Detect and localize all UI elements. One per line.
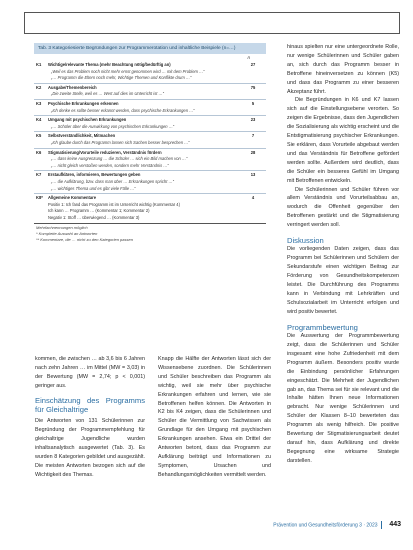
example-row [34, 69, 266, 76]
paragraph: Die Begründungen in K6 und K7 lassen sich auf die Einstellungsebene verorten. So zeigen die Ergebnisse, dass den Jugendlichen die Sozialisierung als wichtig erscheint und die Entstigmatisierung psychischer Erkrankungen. Sie erklären, dass Vorurteile abgebaut werden und das Verständnis für Betroffene gefördert werden sollte. Außerdem wird deutlich, dass die Schüler ein besseres Gefühl im Umgang mit Betroffenen entwickeln. [287, 97, 399, 184]
cell-n [240, 156, 266, 163]
cell-n: 23 [250, 117, 256, 123]
category-row [34, 62, 266, 69]
category-row [34, 85, 266, 92]
example-row [34, 91, 266, 98]
example-row [34, 140, 266, 147]
paragraph: Die vorliegenden Daten zeigen, dass das Programm bei Schülerinnen und Schülern der Sekundarstufe einen wichtigen Beitrag zur Förderung von Gesundheitskompetenzen leistet. Die Durchführung des Programms kann in Verbindung mit Lehrkräften und Schulsozialarbeit im Unterricht erfolgen und wird positiv bewertet. [287, 246, 399, 315]
cell-code: K8* [36, 195, 43, 201]
cell-text: „… dass keine Ausgrenzung … die Schüler … sich ein Bild machen von …“ [51, 156, 188, 162]
cell-code [34, 69, 48, 76]
cell-code: K6 [36, 149, 42, 155]
table-footnote: Mehrfachnennungen möglich [34, 223, 266, 231]
cell-code: K5 [36, 133, 42, 139]
example-row [34, 202, 266, 209]
right-column [287, 43, 399, 466]
page-footer [273, 521, 401, 529]
bottom-middle-column [158, 355, 271, 480]
cell-n [240, 75, 266, 82]
page-header-frame [24, 12, 400, 34]
cell-code: K7 [36, 172, 42, 178]
example-row [34, 156, 266, 163]
footer-divider [381, 521, 382, 529]
cell-code [34, 108, 48, 115]
section-heading-einschaetzung: Einschätzung des Programms für Gleichaltrige [35, 395, 145, 415]
cell-text: „Ich glaube durch das Programm lassen sich Sachen besser besprechen …“ [51, 139, 190, 145]
example-row [34, 108, 266, 115]
example-row [34, 215, 266, 222]
cell-text: Positiv 1: Ich fand das Programm ist im Unterricht wichtig (Kommentar 4) [48, 201, 180, 207]
table-body [34, 62, 266, 221]
cell-code: K3 [36, 100, 42, 106]
category-row [34, 101, 266, 108]
row-separator [34, 193, 266, 194]
cell-text: „Ich denke es sollte besser erkannt werden, dass psychische Erkrankungen …“ [51, 107, 195, 113]
category-row [34, 195, 266, 202]
cell-code [34, 179, 48, 186]
cell-code [34, 208, 48, 215]
cell-n: 7 [251, 133, 255, 139]
section-heading-programmbewertung: Programmbewertung [287, 322, 358, 332]
cell-n: 5 [251, 100, 255, 106]
cell-n: 13 [250, 172, 256, 178]
cell-n: 75 [250, 84, 256, 90]
cell-code [34, 91, 48, 98]
cell-code [34, 186, 48, 193]
cell-n [240, 202, 266, 209]
paragraph: Die Schülerinnen und Schüler führen vor allem Verständnis und Vorurteilsabbau an, wodurch die Offenheit gegenüber den Betroffenen gestärkt und die Stigmatisierung verringert werden soll. [287, 186, 399, 229]
cell-code [34, 140, 48, 147]
cell-text: „… nicht gleich verstoßen werden, sondern mehr Verständnis …“ [51, 162, 169, 168]
cell-n [240, 124, 266, 131]
cell-n [240, 163, 266, 170]
cell-n: 4 [251, 195, 255, 201]
row-separator [34, 115, 266, 116]
paragraph: Die Auswertung der Programmbewertung zeigt, dass die Schülerinnen und Schüler insgesamt eine hohe Zufriedenheit mit dem Programm äußern. Besonders positiv wurde die Einbindung persönlicher Erfahrungen eingeschätzt. Die Mehrheit der Jugendlichen gab an, das Thema sei für sie relevant und die Inhalte hätten Ihnen neue Informationen gebracht. Nur wenige Schülerinnen und Schüler der Klassen 8–10 bewerteten das Programm als wenig hilfreich. Die positive Bewertung der Stigmatisierungsarbeit deutet darauf hin, dass Aufklärung und direkte Begegnung eine wirksame Strategie darstellen. [287, 333, 399, 464]
cell-code [34, 163, 48, 170]
cell-text: Negativ 1: Stoff … überwiegend … (Kommentar 3) [48, 214, 140, 220]
cell-code: K2 [36, 84, 42, 90]
cell-text: Wichtige/relevante Thema (mehr Beachtung nötig/bedürftig an) [48, 62, 171, 67]
cell-n [240, 108, 266, 115]
cell-text: Allgemeine Kommentare [48, 195, 97, 201]
cell-text: „… Programm die Eltern noch mehr, Wichtige Themen und Konflikte drum …“ [51, 75, 192, 81]
example-row [34, 179, 266, 186]
cell-n [240, 208, 266, 215]
category-row [34, 117, 266, 124]
category-row [34, 172, 266, 179]
categories-table [34, 43, 266, 242]
cell-n [240, 215, 266, 222]
cell-text: Ich kann … Programm … (Kommentar 1; Kommentar 2) [48, 208, 150, 214]
example-row [34, 75, 266, 82]
cell-text: Umgang mit psychischen Erkrankungen [48, 117, 127, 123]
table-footnote: ** Kommentare, die … nicht zu den Kategorien passen [36, 236, 133, 242]
example-row [34, 124, 266, 131]
paragraph: kommen, die zwischen … ab 3,6 bis 6 Jahren nach zehn Jahren … im Mittel (MW = 3,03) in der Bewertung (MW = 2,74; p < 0,001) geringer aus. [35, 356, 145, 389]
cell-code: K1 [36, 62, 42, 67]
page-number: 443 [389, 521, 401, 529]
cell-code [34, 124, 48, 131]
row-separator [34, 99, 266, 100]
cell-text: Ausgabe/Themenbereich [48, 84, 97, 90]
paragraph: hinaus spielten nur eine untergeordnete Rolle, nur wenige Schülerinnen und Schüler gaben an, sich durch das Programm besser in Betroffene hineinversetzen zu können (K5) und dass das Programm zu einer besseren Akzeptanz führt. [287, 44, 399, 95]
bottom-left-column [35, 355, 145, 480]
cell-n [240, 186, 266, 193]
cell-text: „Die zweite Stelle, weil es … Wert auf dies im Unterricht ist …“ [51, 91, 164, 97]
cell-code: K4 [36, 117, 42, 123]
cell-text: Stigmatisierung/Vorurteile reduzieren, Verständnis fördern [48, 149, 162, 155]
table-n-header: n [247, 55, 250, 60]
paragraph: Knapp die Hälfte der Antworten lässt sich der Wissensebene zuordnen. Die Schülerinnen und Schüler beschreiben das Programm als wichtig, weil sie mehr über psychische Erkrankungen erfahren und lernen, wie sie Betroffenen helfen können. Die Antworten in K2 bis K4 zeigen, dass die Schülerinnen und Schüler die Vermittlung von Sachwissen als Grundlage für den Umgang mit psychischen Erkrankungen ansehen. Etwa ein Drittel der Antworten betont, dass das Programm zur Aufklärung beiträgt und Informationen zu Symptomen, Ursachen und Behandlungsmöglichkeiten vermittelt werden. [158, 356, 271, 478]
example-row [34, 186, 266, 193]
cell-text: Selbstverständlichkeit, Mitmachen [48, 133, 116, 139]
cell-n: 27 [250, 62, 256, 67]
cell-text: „… wichtiges Thema und es gibt viele Fälle …“ [51, 185, 136, 191]
row-separator [34, 170, 266, 171]
cell-n [240, 179, 266, 186]
cell-code [34, 215, 48, 222]
category-row [34, 150, 266, 157]
cell-n: 28 [250, 149, 256, 155]
cell-text: „Weil es das Problem noch nicht mehr ernst genommen wird … mit dem Problem …“ [51, 68, 205, 74]
table-caption: Tab. 3 Kategoriesierte Begründungen zur Programmerotation und inhaltliche Beispiele (n=…) [34, 43, 266, 54]
cell-code [34, 75, 48, 82]
paragraph: Die Antworten von 131 Schülerinnen zur Begründung der Programmempfehlung für gleichaltrige Jugendliche wurden inhaltsanalytisch ausgewertet (Tab. 3). Es wurden 8 Kategorien gebildet und ausgezählt. Die meisten Antworten bezogen sich auf die Wichtigkeit des Themas. [35, 418, 145, 478]
cell-code [34, 202, 48, 209]
row-separator [34, 148, 266, 149]
example-row [34, 163, 266, 170]
cell-text: „… die Aufklärung, bzw. dass man über … Erkrankungen spricht …“ [51, 178, 174, 184]
cell-n [240, 91, 266, 98]
section-heading-diskussion: Diskussion [287, 236, 324, 246]
row-separator [34, 83, 266, 84]
cell-text: „… Schüler über die Auswirkung von psychischen Erkrankungen …“ [51, 123, 175, 129]
row-separator [34, 131, 266, 132]
category-row [34, 133, 266, 140]
cell-text: Psychische Erkrankungen erkennen [48, 100, 119, 106]
journal-citation: Prävention und Gesundheitsförderung 3 · 2023 [273, 522, 378, 529]
cell-n [240, 140, 266, 147]
cell-n [240, 69, 266, 76]
example-row [34, 208, 266, 215]
cell-code [34, 156, 48, 163]
table-footnote: * Komplette Auswahl an Antworten [36, 231, 98, 237]
cell-text: Erstaufklären, informieren, Bewertungen geben [48, 172, 141, 178]
